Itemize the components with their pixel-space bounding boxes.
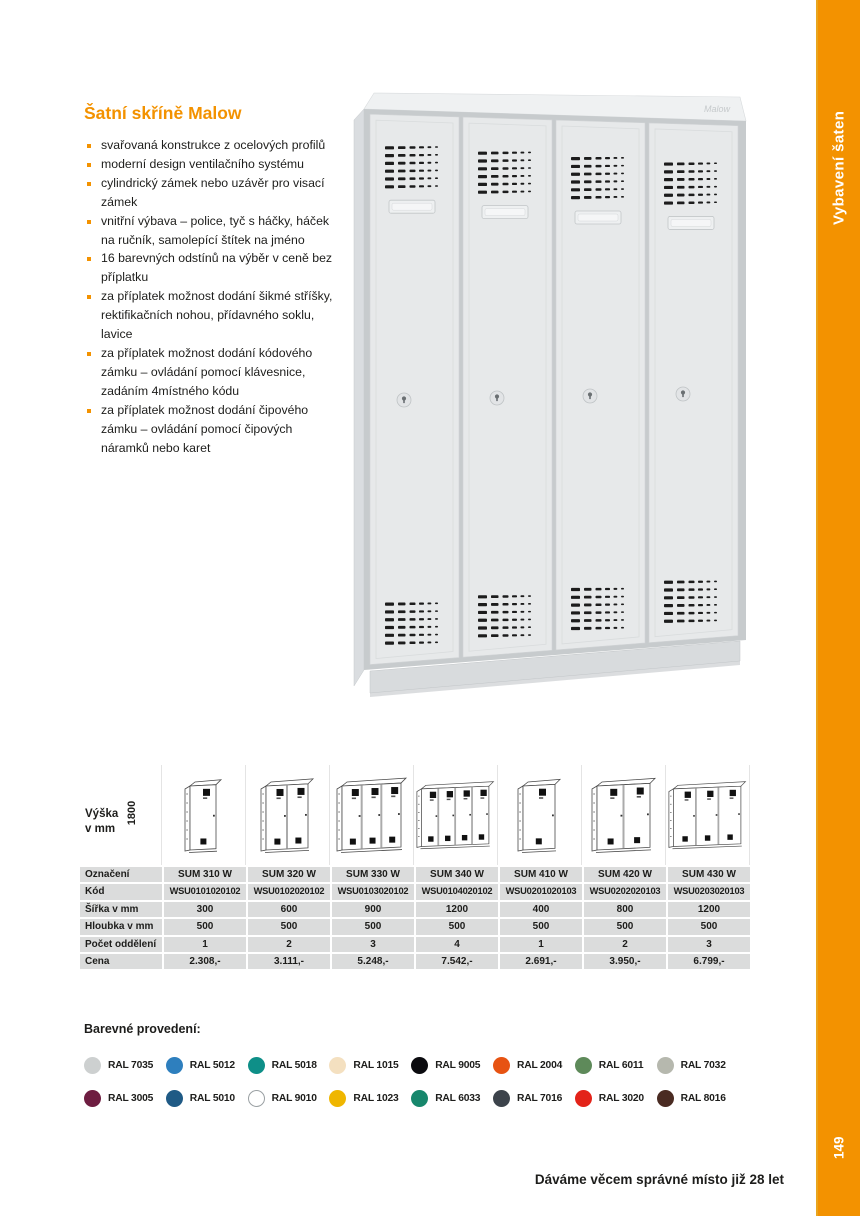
spec-cell-width: 800 bbox=[584, 902, 666, 917]
bullet-icon bbox=[87, 182, 91, 186]
spec-cell-depth: 500 bbox=[332, 919, 414, 934]
color-name: RAL 6033 bbox=[435, 1092, 481, 1104]
color-name: RAL 7035 bbox=[108, 1059, 154, 1071]
spec-cell-price: 3.111,- bbox=[248, 954, 330, 969]
spec-row-label: Cena bbox=[80, 954, 162, 969]
color-dot-icon bbox=[493, 1057, 510, 1074]
spec-cell-code: WSU0101020102 bbox=[164, 884, 246, 899]
color-swatch bbox=[493, 1089, 575, 1107]
color-dot-icon bbox=[84, 1057, 101, 1074]
color-dot-icon bbox=[329, 1057, 346, 1074]
color-swatch bbox=[493, 1056, 575, 1074]
color-swatch bbox=[575, 1089, 657, 1107]
spec-cell-price: 5.248,- bbox=[332, 954, 414, 969]
color-swatch bbox=[657, 1056, 739, 1074]
spec-cell-code: WSU0201020103 bbox=[500, 884, 582, 899]
color-swatch bbox=[248, 1089, 330, 1107]
color-swatch bbox=[329, 1089, 411, 1107]
feature-item bbox=[84, 344, 342, 401]
brand-logo-text: Malow bbox=[704, 104, 731, 114]
spec-cell-compartments: 2 bbox=[248, 937, 330, 952]
color-name: RAL 5012 bbox=[189, 1059, 235, 1071]
color-dot-icon bbox=[329, 1090, 346, 1107]
spec-cell-compartments: 3 bbox=[332, 937, 414, 952]
bullet-icon bbox=[87, 144, 91, 148]
locker-diagram-cell bbox=[668, 765, 750, 865]
spec-cell-price: 3.950,- bbox=[584, 954, 666, 969]
color-swatch-grid bbox=[84, 1056, 738, 1107]
color-name: RAL 2004 bbox=[516, 1059, 563, 1071]
color-swatch bbox=[575, 1056, 657, 1074]
color-dot-icon bbox=[411, 1057, 428, 1074]
spec-cell-depth: 500 bbox=[668, 919, 750, 934]
feature-item bbox=[84, 155, 342, 174]
locker-diagram-svg bbox=[591, 775, 659, 855]
spec-cell-compartments: 4 bbox=[416, 937, 498, 952]
locker-diagram-cell bbox=[416, 765, 498, 865]
spec-cell-name: SUM 430 W bbox=[668, 867, 750, 882]
color-name: RAL 1015 bbox=[353, 1059, 399, 1071]
color-dot-icon bbox=[575, 1090, 592, 1107]
spec-cell-code: WSU0102020102 bbox=[248, 884, 330, 899]
spec-row-label: Šířka v mm bbox=[80, 902, 162, 917]
color-dot-icon bbox=[493, 1090, 510, 1107]
bullet-icon bbox=[87, 220, 91, 224]
table-height-label-cell bbox=[80, 765, 162, 865]
spec-cell-price: 2.308,- bbox=[164, 954, 246, 969]
color-name: RAL 9005 bbox=[435, 1059, 481, 1071]
sidebar-strip bbox=[816, 0, 860, 1216]
color-dot-icon bbox=[248, 1090, 265, 1107]
locker-diagram-svg bbox=[517, 775, 564, 855]
spec-cell-compartments: 1 bbox=[164, 937, 246, 952]
spec-cell-price: 2.691,- bbox=[500, 954, 582, 969]
feature-item bbox=[84, 249, 342, 287]
feature-text: cylindrický zámek nebo uzávěr pro visací zámek bbox=[101, 175, 325, 209]
spec-cell-width: 900 bbox=[332, 902, 414, 917]
color-dot-icon bbox=[84, 1090, 101, 1107]
footer-slogan: Dáváme věcem správné místo již 28 let bbox=[534, 1172, 784, 1187]
feature-text: svařovaná konstrukce z ocelových profilů bbox=[101, 138, 326, 152]
spec-cell-name: SUM 330 W bbox=[332, 867, 414, 882]
size-table bbox=[80, 765, 750, 969]
color-dot-icon bbox=[411, 1090, 428, 1107]
color-swatch bbox=[411, 1056, 493, 1074]
spec-cell-name: SUM 340 W bbox=[416, 867, 498, 882]
spec-cell-code: WSU0203020103 bbox=[668, 884, 750, 899]
locker-diagram-svg bbox=[416, 775, 497, 855]
spec-cell-name: SUM 320 W bbox=[248, 867, 330, 882]
locker-diagram-cell bbox=[584, 765, 666, 865]
page-number: 149 bbox=[831, 1136, 847, 1160]
color-name: RAL 3005 bbox=[108, 1092, 154, 1104]
color-swatch bbox=[84, 1056, 166, 1074]
color-name: RAL 5018 bbox=[271, 1059, 317, 1071]
color-name: RAL 1023 bbox=[353, 1092, 399, 1104]
color-swatch bbox=[248, 1056, 330, 1074]
color-swatch bbox=[329, 1056, 411, 1074]
bullet-icon bbox=[87, 409, 91, 413]
color-name: RAL 9010 bbox=[271, 1092, 317, 1104]
color-swatch bbox=[657, 1089, 739, 1107]
spec-cell-compartments: 2 bbox=[584, 937, 666, 952]
color-name: RAL 7016 bbox=[516, 1092, 563, 1104]
spec-cell-width: 300 bbox=[164, 902, 246, 917]
feature-list bbox=[84, 136, 342, 457]
color-swatch bbox=[411, 1089, 493, 1107]
height-label-line1: Výška bbox=[85, 808, 119, 820]
spec-row-label: Označení bbox=[80, 867, 162, 882]
feature-item bbox=[84, 287, 342, 344]
color-dot-icon bbox=[166, 1090, 183, 1107]
spec-row-label: Kód bbox=[80, 884, 162, 899]
bullet-icon bbox=[87, 163, 91, 167]
color-dot-icon bbox=[657, 1090, 674, 1107]
height-label-line2: v mm bbox=[85, 823, 116, 835]
spec-cell-width: 1200 bbox=[416, 902, 498, 917]
color-name: RAL 6011 bbox=[598, 1059, 644, 1071]
spec-cell-code: WSU0202020103 bbox=[584, 884, 666, 899]
spec-cell-code: WSU0104020102 bbox=[416, 884, 498, 899]
feature-text: za příplatek možnost dodání šikmé stříšky, rektifikačních nohou, přídavného soklu, lavice bbox=[101, 289, 333, 342]
product-photo bbox=[348, 90, 760, 708]
locker-diagram-cell bbox=[248, 765, 330, 865]
locker-diagram-svg bbox=[336, 775, 410, 855]
feature-item bbox=[84, 174, 342, 212]
colors-heading: Barevné provedení: bbox=[84, 1022, 201, 1036]
color-dot-icon bbox=[657, 1057, 674, 1074]
spec-cell-width: 1200 bbox=[668, 902, 750, 917]
feature-text: vnitřní výbava – police, tyč s háčky, háček na ručník, samolepící štítek na jméno bbox=[101, 213, 330, 247]
feature-text: za příplatek možnost dodání kódového zámku – ovládání pomocí klávesnice, zadáním 4místného kódu bbox=[101, 345, 313, 398]
spec-cell-depth: 500 bbox=[164, 919, 246, 934]
spec-cell-name: SUM 310 W bbox=[164, 867, 246, 882]
color-name: RAL 5010 bbox=[189, 1092, 235, 1104]
spec-cell-name: SUM 410 W bbox=[500, 867, 582, 882]
spec-row-label: Počet oddělení bbox=[80, 937, 162, 952]
height-value: 1800 bbox=[126, 800, 139, 826]
bullet-icon bbox=[87, 295, 91, 299]
spec-cell-price: 6.799,- bbox=[668, 954, 750, 969]
spec-cell-depth: 500 bbox=[584, 919, 666, 934]
color-name: RAL 7032 bbox=[680, 1059, 726, 1071]
spec-cell-price: 7.542,- bbox=[416, 954, 498, 969]
feature-item bbox=[84, 212, 342, 250]
feature-text: za příplatek možnost dodání čipového zámku – ovládání pomocí čipových náramků nebo karet bbox=[101, 402, 309, 455]
color-swatch bbox=[166, 1056, 248, 1074]
locker-diagram-svg bbox=[668, 775, 749, 855]
color-name: RAL 8016 bbox=[680, 1092, 726, 1104]
page-title: Šatní skříně Malow bbox=[84, 103, 242, 123]
locker-diagram-svg bbox=[184, 775, 225, 855]
locker-diagram-cell bbox=[164, 765, 246, 865]
locker-photo-svg bbox=[348, 90, 760, 708]
color-dot-icon bbox=[248, 1057, 265, 1074]
spec-cell-code: WSU0103020102 bbox=[332, 884, 414, 899]
spec-cell-depth: 500 bbox=[500, 919, 582, 934]
bullet-icon bbox=[87, 352, 91, 356]
locker-diagram-svg bbox=[260, 775, 317, 855]
color-dot-icon bbox=[575, 1057, 592, 1074]
spec-cell-width: 400 bbox=[500, 902, 582, 917]
spec-cell-width: 600 bbox=[248, 902, 330, 917]
color-dot-icon bbox=[166, 1057, 183, 1074]
feature-text: moderní design ventilačního systému bbox=[101, 156, 305, 171]
sidebar-category-label: Vybavení šaten bbox=[830, 110, 848, 226]
spec-cell-depth: 500 bbox=[248, 919, 330, 934]
color-swatch bbox=[166, 1089, 248, 1107]
color-name: RAL 3020 bbox=[598, 1092, 644, 1104]
locker-diagram-cell bbox=[500, 765, 582, 865]
spec-cell-name: SUM 420 W bbox=[584, 867, 666, 882]
spec-row-label: Hloubka v mm bbox=[80, 919, 162, 934]
feature-item bbox=[84, 136, 342, 155]
feature-text: 16 barevných odstínů na výběr v ceně bez příplatku bbox=[101, 251, 333, 285]
feature-item bbox=[84, 401, 342, 458]
spec-cell-depth: 500 bbox=[416, 919, 498, 934]
locker-diagram-cell bbox=[332, 765, 414, 865]
color-swatch bbox=[84, 1089, 166, 1107]
spec-cell-compartments: 3 bbox=[668, 937, 750, 952]
spec-cell-compartments: 1 bbox=[500, 937, 582, 952]
height-label bbox=[85, 807, 118, 837]
bullet-icon bbox=[87, 257, 91, 261]
